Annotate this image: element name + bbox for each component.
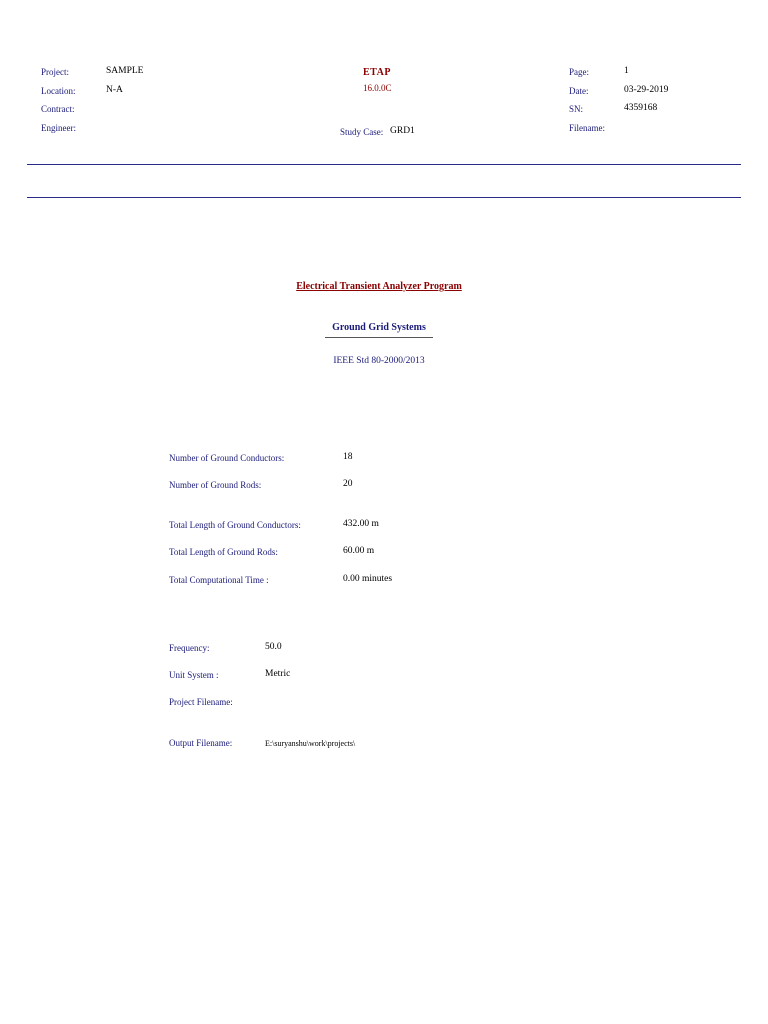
header-divider-bottom [27,197,741,198]
ground-rods-label: Number of Ground Rods: [169,480,262,490]
program-title: Electrical Transient Analyzer Program [296,281,462,292]
frequency-label: Frequency: [169,643,210,653]
study-case-value: GRD1 [390,126,415,136]
filename-label: Filename: [569,123,605,133]
ground-conductors-value: 18 [343,452,353,462]
computational-time-label: Total Computational Time : [169,575,269,585]
page-value: 1 [624,66,629,76]
unit-system-label: Unit System : [169,670,219,680]
date-value: 03-29-2019 [624,85,669,95]
contract-label: Contract: [41,104,75,114]
app-version: 16.0.0C [363,83,392,93]
section-title: Ground Grid Systems [332,322,426,333]
location-label: Location: [41,86,76,96]
conductor-length-label: Total Length of Ground Conductors: [169,520,301,530]
sn-label: SN: [569,104,584,114]
project-label: Project: [41,67,69,77]
computational-time-value: 0.00 minutes [343,574,393,584]
date-label: Date: [569,86,589,96]
unit-system-value: Metric [265,669,291,679]
frequency-value: 50.0 [265,642,282,652]
ground-conductors-label: Number of Ground Conductors: [169,453,285,463]
section-title-underline [325,337,433,338]
header-divider-top [27,164,741,165]
engineer-label: Engineer: [41,123,76,133]
output-filename-label: Output Filename: [169,738,233,748]
rod-length-label: Total Length of Ground Rods: [169,547,278,557]
app-name: ETAP [363,67,391,78]
rod-length-value: 60.00 m [343,546,375,556]
sn-value: 4359168 [624,103,658,113]
study-case-label: Study Case: [340,127,384,137]
ground-rods-value: 20 [343,479,353,489]
standard-label: IEEE Std 80-2000/2013 [333,356,425,366]
conductor-length-value: 432.00 m [343,519,379,529]
page-label: Page: [569,67,589,77]
output-filename-value: E:\suryanshu\work\projects\ [265,739,356,748]
location-value: N-A [106,85,123,95]
project-filename-label: Project Filename: [169,697,233,707]
project-value: SAMPLE [106,66,144,76]
